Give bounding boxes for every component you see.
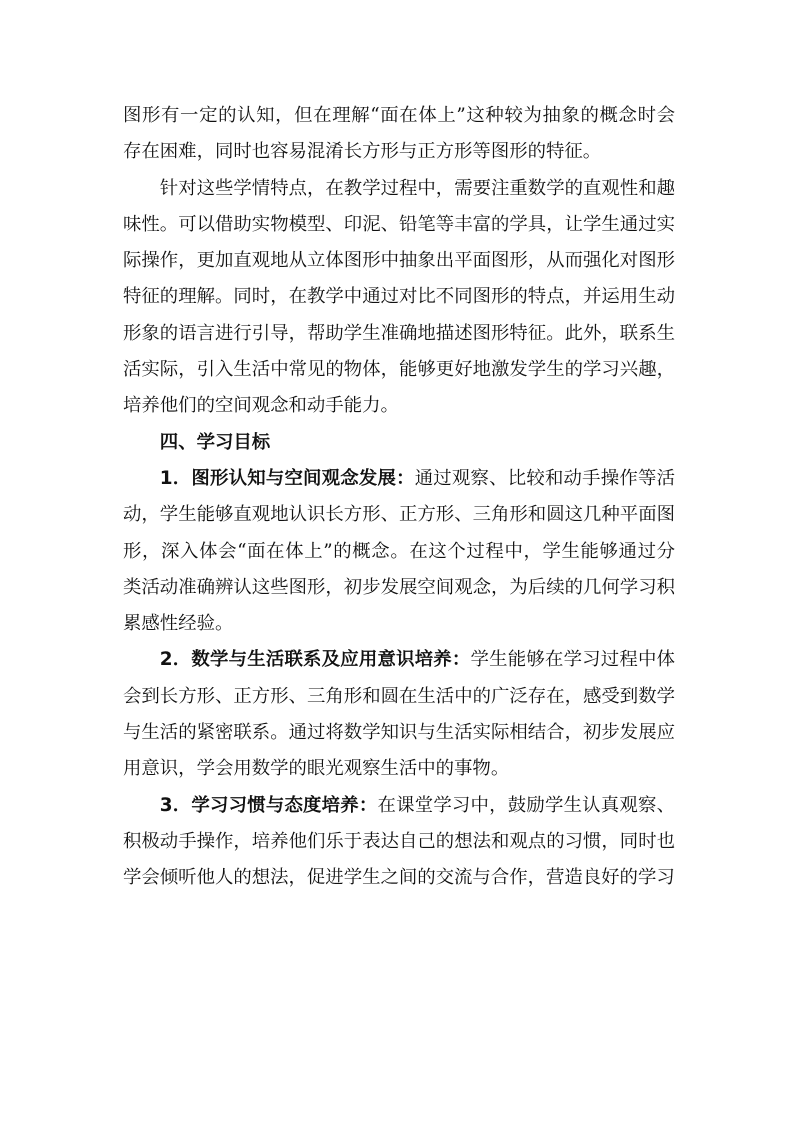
goal-item-2-title: 2．数学与生活联系及应用意识培养： <box>159 649 471 671</box>
section-heading-learning-goals: 四、学习目标 <box>159 431 271 453</box>
paragraph-continued: 图形有一定的认知，但在理解“面在体上”这种较为抽象的概念时会存在困难，同时也容易混淆长方形与正方形等图形的特征。 <box>123 105 675 163</box>
goal-item-1-title: 1．图形认知与空间观念发展： <box>159 467 415 489</box>
goal-item-3-title: 3．学习习惯与态度培养： <box>159 794 378 816</box>
goal-item-1 <box>123 461 675 642</box>
goal-item-2-text: 学生能够在学习过程中体会到长方形、正方形、三角形和圆在生活中的广泛存在，感受到数学与生活的紧密联系。通过将数学知识与生活实际相结合，初步发展应用意识，学会用数学的眼光观察生活中的事物。 <box>123 649 675 780</box>
goal-item-2 <box>123 642 675 787</box>
document-body <box>123 98 675 897</box>
paragraph-teaching-strategy: 针对这些学情特点，在教学过程中，需要注重数学的直观性和趣味性。可以借助实物模型、印泥、铅笔等丰富的学具，让学生通过实际操作，更加直观地从立体图形中抽象出平面图形，从而强化对图形特征的理解。同时，在教学中通过对比不同图形的特点，并运用生动形象的语言进行引导，帮助学生准确地描述图形特征。此外，联系生活实际，引入生活中常见的物体，能够更好地激发学生的学习兴趣，培养他们的空间观念和动手能力。 <box>123 177 675 417</box>
goal-item-1-text: 通过观察、比较和动手操作等活动，学生能够直观地认识长方形、正方形、三角形和圆这几种平面图形，深入体会“面在体上”的概念。在这个过程中，学生能够通过分类活动准确辨认这些图形，初步发展空间观念，为后续的几何学习积累感性经验。 <box>123 467 675 635</box>
goal-item-3-text: 在课堂学习中，鼓励学生认真观察、积极动手操作，培养他们乐于表达自己的想法和观点的习惯，同时也学会倾听他人的想法，促进学生之间的交流与合作，营造良好的学习 <box>123 794 675 889</box>
goal-item-3 <box>123 788 675 897</box>
